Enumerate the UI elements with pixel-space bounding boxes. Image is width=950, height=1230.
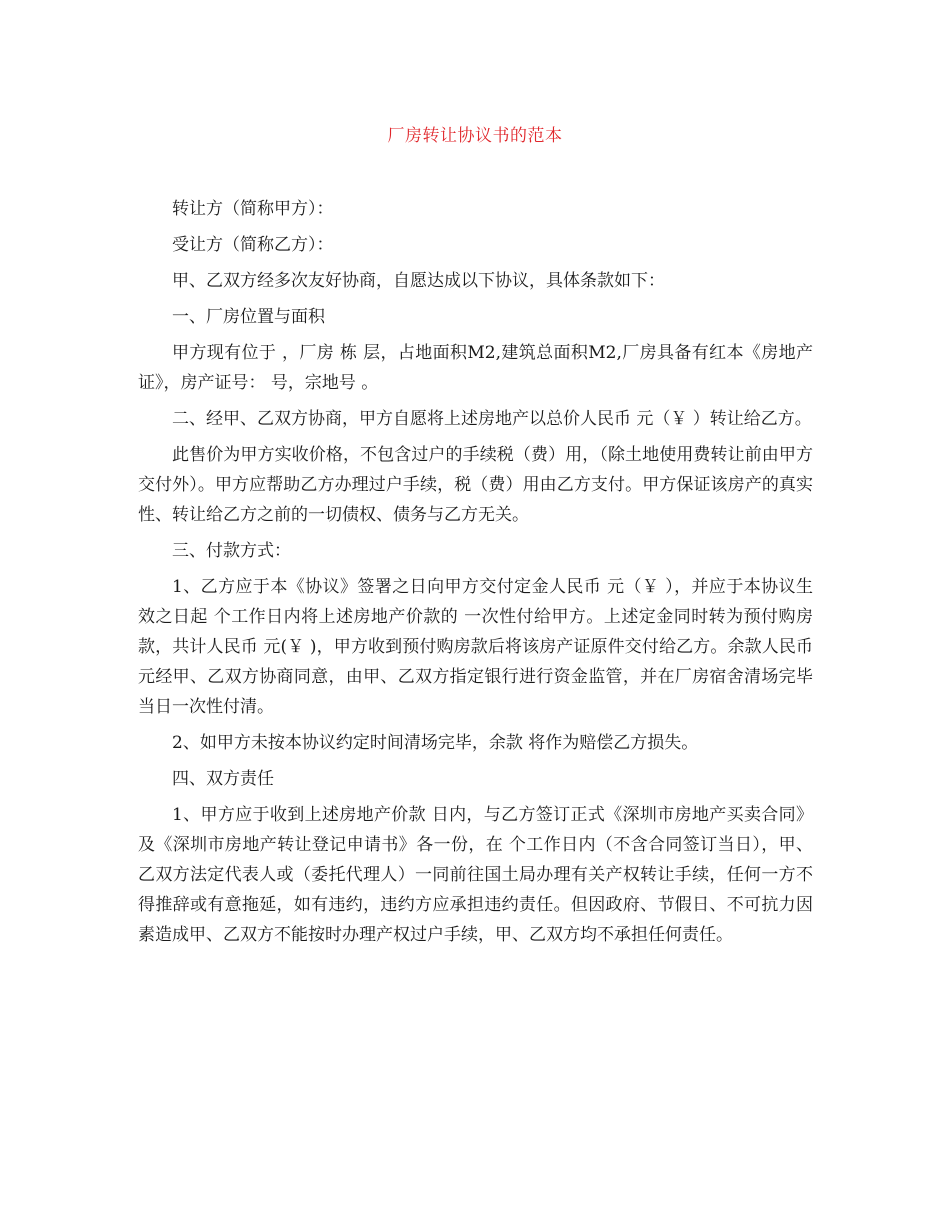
document-body <box>138 194 813 956</box>
paragraph-responsibility-1: 1、甲方应于收到上述房地产价款 日内，与乙方签订正式《深圳市房地产买卖合同》及《深圳市房地产转让登记申请书》各一份，在 个工作日内（不含合同签订当日），甲、乙双方法定代表人或（委托代理人）一同前往国土局办理有关产权转让手续，任何一方不得推辞或有意拖延，如有违约，违约方应承担违约责任。但因政府、节假日、不可抗力因素造成甲、乙双方不能按时办理产权过户手续，甲、乙双方均不承担任何责任。 <box>138 805 813 945</box>
paragraph-payment-2: 2、如甲方未按本协议约定时间清场完毕，余款 将作为赔偿乙方损失。 <box>172 733 699 753</box>
section-heading-payment: 三、付款方式： <box>172 541 291 561</box>
section-heading-responsibility: 四、双方责任 <box>172 769 274 789</box>
paragraph-location: 甲方现有位于 ，厂房 栋 层，占地面积M2,建筑总面积M2,厂房具备有红本《房地产证》，房产证号： 号，宗地号 。 <box>138 343 813 393</box>
paragraph-transferee: 受让方（简称乙方）： <box>172 235 334 255</box>
section-heading-location: 一、厂房位置与面积 <box>172 307 325 327</box>
paragraph-intro: 甲、乙双方经多次友好协商，自愿达成以下协议，具体条款如下： <box>172 271 665 291</box>
document-title: 厂房转让协议书的范本 <box>387 126 563 146</box>
section-heading-price: 二、经甲、乙双方协商，甲方自愿将上述房地产以总价人民币 元（￥ ）转让给乙方。 <box>172 409 812 429</box>
paragraph-payment-1: 1、乙方应于本《协议》签署之日向甲方交付定金人民币 元（￥ ），并应于本协议生效之日起 个工作日内将上述房地产价款的 一次性付给甲方。上述定金同时转为预付购房款，共计人民币 元(￥ )，甲方收到预付购房款后将该房产证原件交付给乙方。余款人民币 元经甲、乙双方协商同意，由甲、乙双方指定银行进行资金监管，并在厂房宿舍清场完毕当日一次性付清。 <box>138 577 813 717</box>
paragraph-price-terms: 此售价为甲方实收价格，不包含过户的手续税（费）用，（除土地使用费转让前由甲方交付外）。甲方应帮助乙方办理过户手续，税（费）用由乙方支付。甲方保证该房产的真实性、转让给乙方之前的一切债权、债务与乙方无关。 <box>138 445 813 525</box>
paragraph-transferor: 转让方（简称甲方）： <box>172 199 334 219</box>
